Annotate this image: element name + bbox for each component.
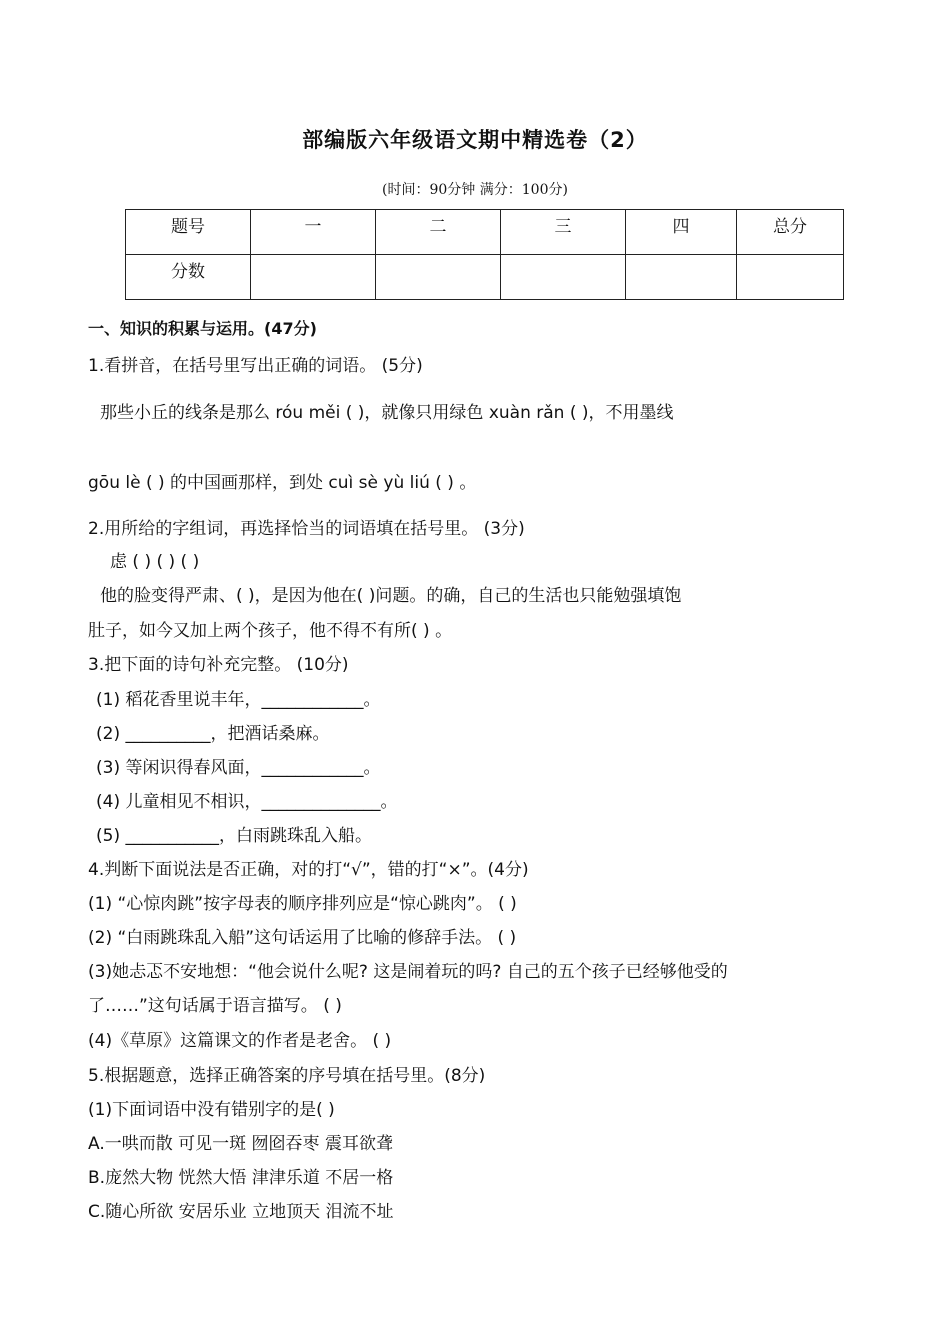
score-entry-cell[interactable] [626,255,737,300]
table-cell: 总分 [737,210,844,255]
table-cell: 四 [626,210,737,255]
option-c: C.随心所欲 安居乐业 立地顶天 泪流不址 [88,1202,394,1222]
score-table [125,209,844,300]
poem-item: (2) __________，把酒话桑麻。 [96,724,330,744]
table-row [126,255,844,300]
judgement-item: (4)《草原》这篇课文的作者是老舍。 ( ) [88,1031,392,1051]
poem-item: (5) ___________，白雨跳珠乱入船。 [96,826,372,846]
judgement-item: 了……”这句话属于语言描写。 ( ) [88,996,342,1016]
exam-meta: (时间：90分钟 满分：100分) [382,182,568,198]
score-entry-cell[interactable] [376,255,501,300]
question-2-line: 肚子，如今又加上两个孩子，他不得不有所( ) 。 [88,621,453,641]
judgement-item: (2) “白雨跳珠乱入船”这句话运用了比喻的修辞手法。 ( ) [88,928,517,948]
option-b: B.庞然大物 恍然大悟 津津乐道 不居一格 [88,1168,394,1188]
poem-item: (4) 儿童相见不相识，______________。 [96,792,398,812]
table-cell: 分数 [126,255,251,300]
question-4-title: 4.判断下面说法是否正确，对的打“√”，错的打“×”。(4分) [88,860,529,880]
question-5-title: 5.根据题意，选择正确答案的序号填在括号里。(8分) [88,1066,486,1086]
question-1-line: 那些小丘的线条是那么 róu měi ( )，就像只用绿色 xuàn rǎn ( )，不用墨线 [100,403,674,423]
poem-item: (3) 等闲识得春风面，____________。 [96,758,381,778]
table-cell: 题号 [126,210,251,255]
question-1-line: gōu lè ( ) 的中国画那样，到处 cuì sè yù liú ( ) 。 [88,473,477,493]
question-5-sub: (1)下面词语中没有错别字的是( ) [88,1100,335,1120]
page-title: 部编版六年级语文期中精选卷（2） [302,128,648,152]
table-cell: 二 [376,210,501,255]
poem-item: (1) 稻花香里说丰年，____________。 [96,690,381,710]
question-2-title: 2.用所给的字组词，再选择恰当的词语填在括号里。 (3分) [88,519,525,539]
table-row [126,210,844,255]
judgement-item: (3)她忐忑不安地想：“他会说什么呢? 这是闹着玩的吗? 自己的五个孩子已经够他受的 [88,962,728,982]
question-2-line: 他的脸变得严肃、( )，是因为他在( )问题。的确，自己的生活也只能勉强填饱 [100,586,682,606]
question-1-title: 1.看拼音，在括号里写出正确的词语。 (5分) [88,356,423,376]
option-a: A.一哄而散 可见一斑 囫囵吞枣 震耳欲聋 [88,1134,393,1154]
section-heading: 一、知识的积累与运用。(47分) [88,319,317,338]
table-cell: 一 [251,210,376,255]
question-2-chars: 虑 ( ) ( ) ( ) [110,552,200,572]
judgement-item: (1) “心惊肉跳”按字母表的顺序排列应是“惊心跳肉”。 ( ) [88,894,517,914]
table-cell: 三 [501,210,626,255]
score-entry-cell[interactable] [251,255,376,300]
score-entry-cell[interactable] [737,255,844,300]
question-3-title: 3.把下面的诗句补充完整。 (10分) [88,655,349,675]
score-entry-cell[interactable] [501,255,626,300]
